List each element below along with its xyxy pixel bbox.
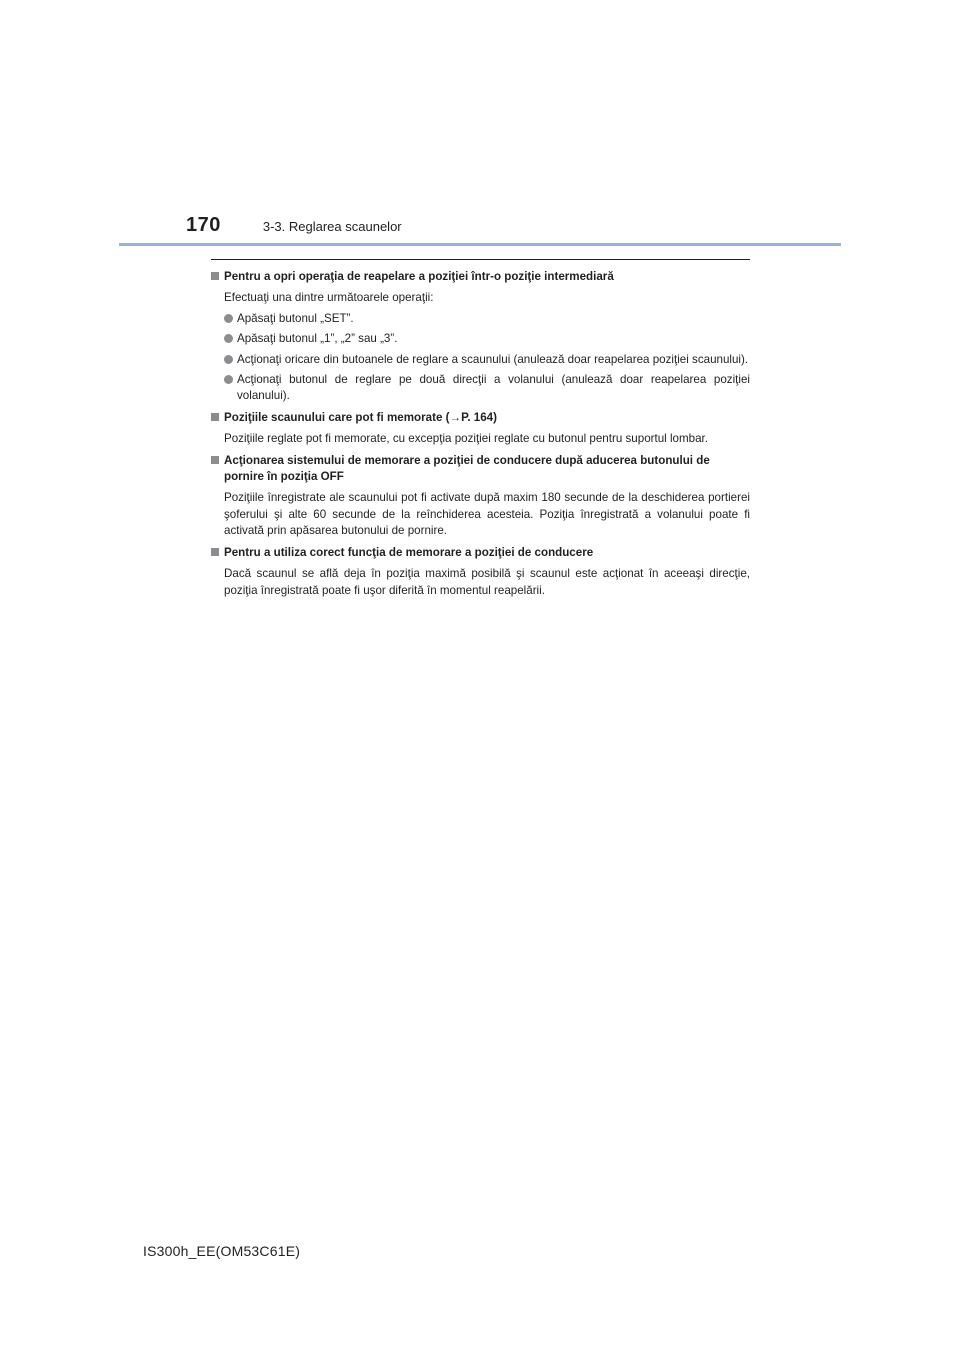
section-paragraph: Efectuaţi una dintre următoarele operaţii: <box>224 291 434 305</box>
list-item-text: Apăsaţi butonul „SET”. <box>237 311 354 325</box>
document-code: IS300h_EE(OM53C61E) <box>143 1243 301 1259</box>
square-bullet-icon <box>211 456 219 464</box>
page-header <box>186 214 402 244</box>
content-rule <box>211 259 750 260</box>
round-bullet-icon <box>224 314 233 323</box>
section-paragraph: Poziţiile reglate pot fi memorate, cu excepţia poziţiei reglate cu butonul pentru suportul lombar. <box>224 432 708 446</box>
list-item <box>224 331 750 347</box>
section-heading <box>211 545 750 561</box>
list-item-text: Acţionaţi oricare din butoanele de reglare a scaunului (anulează doar reapelarea poziţiei scaunului). <box>237 352 749 366</box>
section-heading-text: Pentru a utiliza corect funcţia de memorare a poziţiei de conducere <box>224 545 594 559</box>
header-rule <box>119 243 841 246</box>
list-item <box>224 372 750 405</box>
square-bullet-icon <box>211 548 219 556</box>
page-number: 170 <box>186 214 221 236</box>
square-bullet-icon <box>211 413 219 421</box>
section-heading <box>211 269 750 285</box>
list-item-text: Apăsaţi butonul „1”, „2” sau „3”. <box>237 332 398 346</box>
section-heading <box>211 453 750 486</box>
section-heading <box>211 410 750 426</box>
content-body <box>211 269 750 599</box>
section-heading-text: Pentru a opri operaţia de reapelare a poziţiei într-o poziţie intermediară <box>224 270 614 283</box>
list-item-text: Acţionaţi butonul de reglare pe două direcţii a volanului (anulează doar reapelarea poziţiei volanului). <box>237 373 750 403</box>
square-bullet-icon <box>211 272 219 280</box>
section-paragraph: Poziţiile înregistrate ale scaunului pot fi activate după maxim 180 secunde de la deschiderea portierei şoferului şi alte 60 secunde de la reînchiderea acesteia. Poziţia înregistrată a volanului poate fi activată prin apăsarea butonului de pornire. <box>224 491 750 538</box>
list-item <box>224 352 750 368</box>
round-bullet-icon <box>224 334 233 343</box>
section-heading-text: Poziţiile scaunului care pot fi memorate (→P. 164) <box>224 410 497 424</box>
section-heading-text: Acţionarea sistemului de memorare a poziţiei de conducere după aducerea butonului de pornire în poziţia OFF <box>224 453 710 484</box>
list-item <box>224 311 750 327</box>
round-bullet-icon <box>224 375 233 384</box>
round-bullet-icon <box>224 355 233 364</box>
section-title: 3-3. Reglarea scaunelor <box>262 219 402 234</box>
section-paragraph: Dacă scaunul se află deja în poziţia maximă posibilă şi scaunul este acţionat în aceeaşi direcţie, poziţia înregistrată poate fi uşor diferită în momentul reapelării. <box>224 567 750 597</box>
